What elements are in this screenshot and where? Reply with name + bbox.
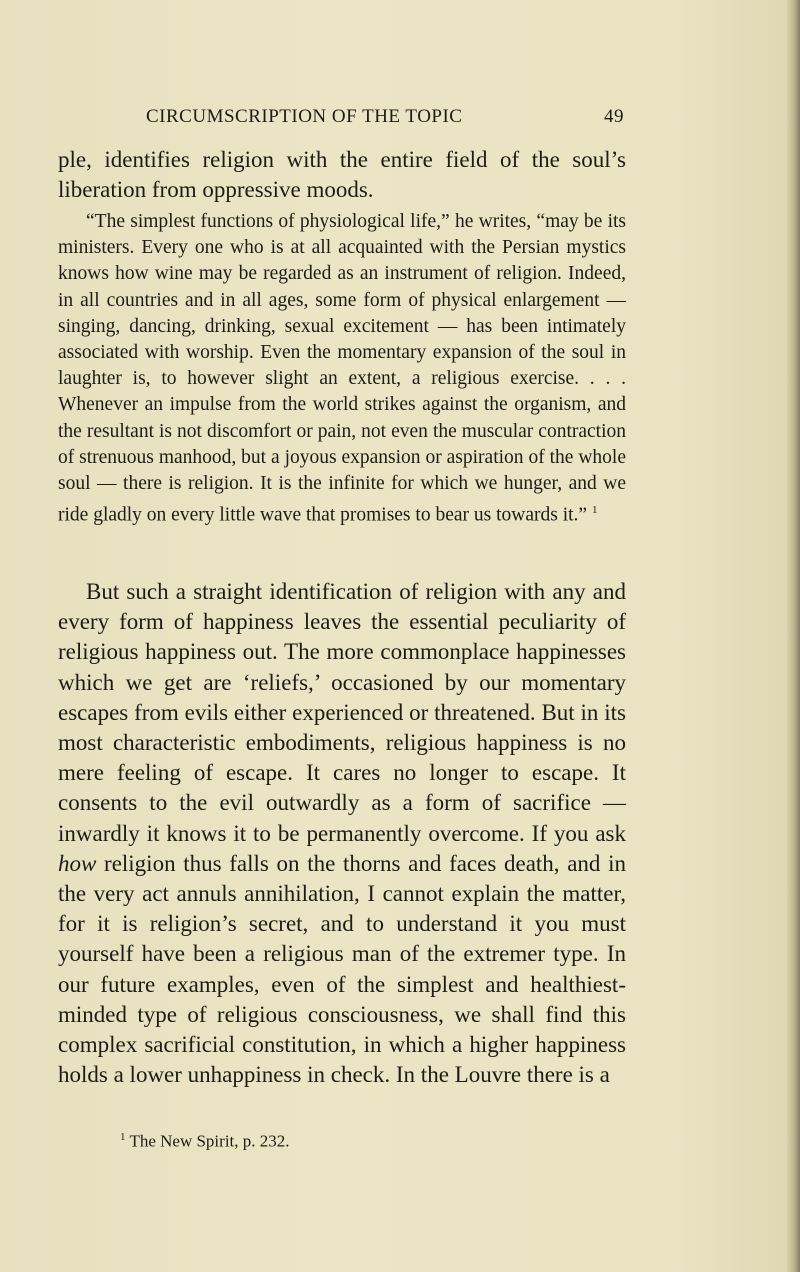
- footnote-reference: 1: [591, 504, 598, 517]
- page-header: [146, 106, 624, 136]
- paragraph-3-part-b: religion thus falls on the thorns and faces death, and in the very act annuls annihilation, I cannot explain the matter, for it is religion’s secret, and to understand it you must yourself have been a religious man of the extremer type. In our future examples, even of the simplest and healthiest-minded type of religious consciousness, we shall find this complex sacrificial constitution, in which a higher happiness holds a lower unhappiness in check. In the Louvre there is a: [58, 850, 626, 1088]
- footnote: [120, 1131, 290, 1152]
- emphasis-how: how: [58, 850, 97, 876]
- paragraph-3: [58, 577, 626, 1090]
- paragraph-3-part-a: But such a straight identification of religion with any and every form of happiness leaves the essential peculiarity of religious happiness out. The more commonplace happinesses which we get are ‘reliefs,’ occasioned by our momentary escapes from evils either experienced or threatened. But in its most characteristic embodiments, religious happiness is no mere feeling of escape. It cares no longer to escape. It consents to the evil outwardly as a form of sacrifice — inwardly it knows it to be permanently overcome. If you ask: [58, 579, 626, 846]
- running-head: CIRCUMSCRIPTION OF THE TOPIC: [146, 106, 463, 127]
- footnote-mark: 1: [120, 1131, 126, 1143]
- paragraph-3-text: [58, 577, 626, 1090]
- paragraph-1-text: ple, identifies religion with the entire field of the soul’s liberation from oppressive moods.: [58, 147, 626, 203]
- footnote-text: The New Spirit, p. 232.: [129, 1131, 290, 1151]
- quotation-text: [58, 209, 626, 529]
- page-number: 49: [604, 106, 624, 127]
- quotation-block: [58, 209, 626, 529]
- quotation-body: “The simplest functions of physiological life,” he writes, “may be its ministers. Every one who is at all acquainted with the Persian mystics knows how wine may be regarded as an instrument of religion. Indeed, in all countries and in all ages, some form of physical enlargement — singing, dancing, drinking, sexual excitement — has been intimately associated with worship. Even the momentary expansion of the soul in laughter is, to however slight an extent, a religious exercise. . . . Whenever an impulse from the world strikes against the organism, and the resultant is not discomfort or pain, not even the muscular contraction of strenuous manhood, but a joyous expansion or aspiration of the whole soul — there is religion. It is the infinite for which we hunger, and we ride gladly on every little wave that promises to bear us towards it.”: [58, 211, 626, 526]
- page-edge-shadow: [786, 0, 800, 1272]
- paragraph-1: [58, 145, 626, 205]
